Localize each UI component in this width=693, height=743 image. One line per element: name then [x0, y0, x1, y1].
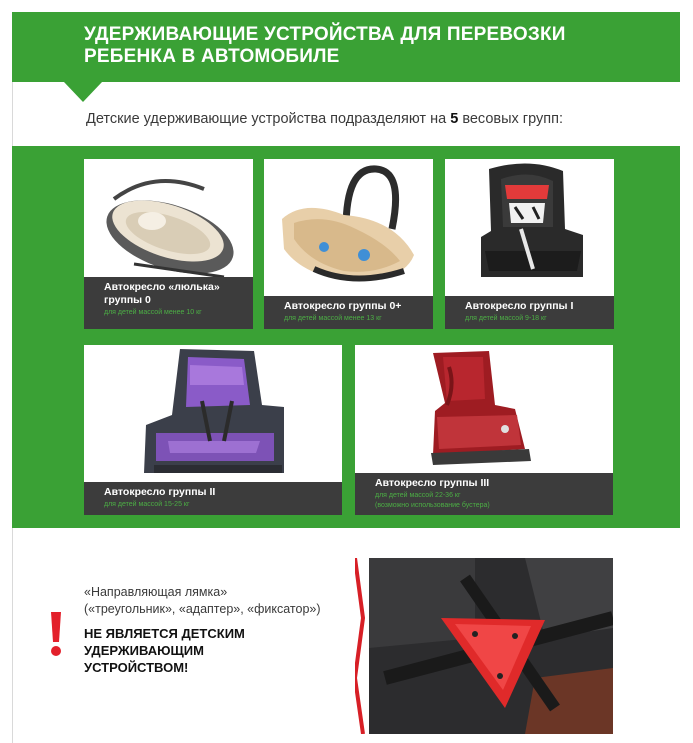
- booster-seat-group-3-image: [355, 345, 613, 471]
- seat-card-subtitle: для детей массой менее 10 кг: [104, 309, 202, 316]
- seat-card-caption: [355, 473, 613, 515]
- seat-card-caption: [84, 277, 253, 329]
- seat-card-subtitle: для детей массой менее 13 кг: [284, 315, 382, 322]
- seat-card-subtitle-2: (возможно использование бустера): [375, 502, 490, 509]
- warning-strong-line2: УДЕРЖИВАЮЩИМ: [84, 643, 204, 658]
- seat-card-group-0plus: [264, 159, 433, 329]
- seat-card-caption: [445, 296, 614, 329]
- seat-card-title: Автокресло группы III: [375, 477, 490, 489]
- seat-card-group-2: [84, 345, 342, 515]
- page-title: [84, 24, 644, 68]
- infant-carrier-image: [264, 159, 433, 295]
- seat-card-caption: [84, 482, 342, 515]
- page-title-line2: РЕБЕНКА В АВТОМОБИЛЕ: [84, 46, 340, 67]
- warning-strong-line3: УСТРОЙСТВОМ!: [84, 660, 189, 675]
- seat-card-title: Автокресло «люлька»: [104, 281, 220, 293]
- seat-card-caption: [264, 296, 433, 329]
- seat-card-subtitle: для детей массой 15-25 кг: [104, 501, 190, 508]
- header-banner: [12, 12, 680, 82]
- warning-strong: [84, 625, 374, 676]
- intro-text-after: весовых групп:: [462, 111, 563, 127]
- carrycot-image: [84, 159, 253, 289]
- intro-group-count: 5: [450, 111, 459, 127]
- seat-card-title: Автокресло группы I: [465, 300, 574, 312]
- seat-card-group-1: [445, 159, 614, 329]
- seat-card-group-0: [84, 159, 253, 329]
- car-seat-group-2-image: [84, 345, 342, 481]
- intro-text: [86, 111, 563, 127]
- exclamation-icon: [48, 612, 64, 658]
- warning-text: [84, 584, 374, 676]
- header-notch: [64, 82, 102, 102]
- warning-strong-line1: НЕ ЯВЛЯЕТСЯ ДЕТСКИМ: [84, 626, 245, 641]
- seat-card-title: Автокресло группы II: [104, 486, 216, 498]
- seat-card-subtitle: для детей массой 22-36 кг: [375, 492, 461, 499]
- seat-card-title-2: группы 0: [104, 294, 151, 306]
- car-seat-group-1-image: [445, 159, 614, 295]
- belt-adapter-image: [355, 558, 613, 734]
- seat-card-subtitle: для детей массой 9-18 кг: [465, 315, 547, 322]
- page-title-line1: УДЕРЖИВАЮЩИЕ УСТРОЙСТВА ДЛЯ ПЕРЕВОЗКИ: [84, 24, 566, 45]
- seat-card-title: Автокресло группы 0+: [284, 300, 402, 312]
- warning-line1: «Направляющая лямка»: [84, 585, 228, 599]
- warning-line2: («треугольник», «адаптер», «фиксатор»): [84, 602, 321, 616]
- intro-text-before: Детские удерживающие устройства подразделяют на: [86, 111, 447, 127]
- seat-card-group-3: [355, 345, 613, 515]
